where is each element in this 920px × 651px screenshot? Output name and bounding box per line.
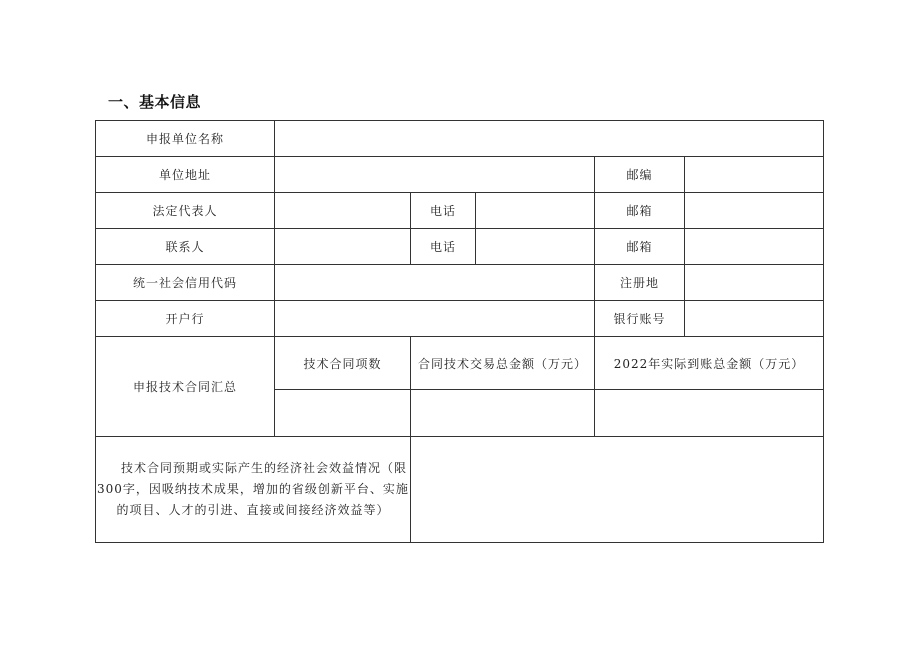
row-unit-address bbox=[96, 157, 824, 193]
field-phone[interactable] bbox=[476, 193, 595, 229]
field-bank-account[interactable] bbox=[685, 301, 824, 337]
label-email: 邮箱 bbox=[595, 193, 685, 229]
label-credit-code: 统一社会信用代码 bbox=[96, 265, 275, 301]
label-contract-count: 技术合同项数 bbox=[275, 337, 411, 390]
field-unit-address[interactable] bbox=[275, 157, 595, 193]
label-unit-name: 申报单位名称 bbox=[96, 121, 275, 157]
field-legal-rep[interactable] bbox=[275, 193, 411, 229]
label-bank-account: 银行账号 bbox=[595, 301, 685, 337]
row-legal-rep bbox=[96, 193, 824, 229]
row-credit-code bbox=[96, 265, 824, 301]
label-contact: 联系人 bbox=[96, 229, 275, 265]
field-benefit[interactable] bbox=[411, 437, 824, 543]
benefit-label-text: 技术合同预期或实际产生的经济社会效益情况（限300字，因吸纳技术成果，增加的省级创新平台、实施的项目、人才的引进、直接或间接经济效益等） bbox=[97, 461, 409, 517]
field-contract-count[interactable] bbox=[275, 390, 411, 437]
label-bank: 开户行 bbox=[96, 301, 275, 337]
label-phone: 电话 bbox=[411, 193, 476, 229]
row-bank bbox=[96, 301, 824, 337]
row-unit-name bbox=[96, 121, 824, 157]
section-title: 一、基本信息 bbox=[108, 93, 202, 111]
row-contact bbox=[96, 229, 824, 265]
field-phone-2[interactable] bbox=[476, 229, 595, 265]
field-received-total[interactable] bbox=[595, 390, 824, 437]
field-contact[interactable] bbox=[275, 229, 411, 265]
label-phone-2: 电话 bbox=[411, 229, 476, 265]
basic-info-table bbox=[95, 120, 824, 543]
field-email[interactable] bbox=[685, 193, 824, 229]
field-credit-code[interactable] bbox=[275, 265, 595, 301]
label-trade-total: 合同技术交易总金额（万元） bbox=[411, 337, 595, 390]
field-trade-total[interactable] bbox=[411, 390, 595, 437]
label-legal-rep: 法定代表人 bbox=[96, 193, 275, 229]
field-postcode[interactable] bbox=[685, 157, 824, 193]
row-contract-summary-header bbox=[96, 337, 824, 390]
field-email-2[interactable] bbox=[685, 229, 824, 265]
label-postcode: 邮编 bbox=[595, 157, 685, 193]
label-received-total: 2022年实际到账总金额（万元） bbox=[595, 337, 824, 390]
field-bank[interactable] bbox=[275, 301, 595, 337]
label-email-2: 邮箱 bbox=[595, 229, 685, 265]
label-unit-address: 单位地址 bbox=[96, 157, 275, 193]
label-contract-summary: 申报技术合同汇总 bbox=[96, 337, 275, 437]
label-benefit bbox=[96, 437, 411, 543]
field-reg-place[interactable] bbox=[685, 265, 824, 301]
field-unit-name[interactable] bbox=[275, 121, 824, 157]
label-reg-place: 注册地 bbox=[595, 265, 685, 301]
row-benefit bbox=[96, 437, 824, 543]
